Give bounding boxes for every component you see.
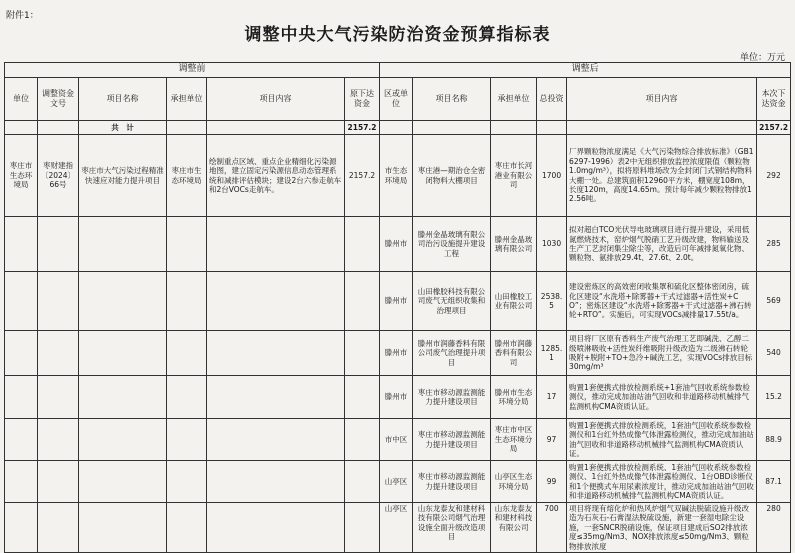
project-cell: 枣庄市移动源监测能力提升建设项目 bbox=[413, 419, 491, 461]
table-row bbox=[5, 135, 791, 217]
col-header: 区或单位 bbox=[380, 78, 413, 121]
total-after-amount: 2157.2 bbox=[757, 121, 791, 135]
investment-cell: 700 bbox=[537, 503, 567, 553]
amount-cell: 87.1 bbox=[757, 461, 791, 503]
before-doc-no: 枣财建指〔2024〕66号 bbox=[38, 135, 79, 217]
budget-table bbox=[4, 62, 791, 553]
district-cell: 滕州市 bbox=[380, 272, 413, 331]
unit-label: 单位：万元 bbox=[739, 53, 785, 63]
attachment-label: 附件1： bbox=[6, 11, 39, 21]
col-header: 项目名称 bbox=[413, 78, 491, 121]
undertaker-cell: 枣庄市中区生态环境分局 bbox=[491, 419, 537, 461]
table-row bbox=[5, 503, 791, 553]
undertaker-cell: 枣庄市长河港业有限公司 bbox=[491, 135, 537, 217]
col-header: 承担单位 bbox=[167, 78, 207, 121]
investment-cell: 1030 bbox=[537, 217, 567, 272]
col-header: 项目内容 bbox=[567, 78, 757, 121]
before-amount: 2157.2 bbox=[345, 135, 380, 217]
content-cell: 购置1套便携式排放检测系统+1套油气回收系统参数检测仪，推动完成加油站油气回收和非道路移动机械排气监测机构CMA资质认证。 bbox=[567, 376, 757, 419]
investment-cell: 1700 bbox=[537, 135, 567, 217]
investment-cell: 1285.1 bbox=[537, 331, 567, 376]
investment-cell: 17 bbox=[537, 376, 567, 419]
project-cell: 枣庄市移动源监测能力提升建设项目 bbox=[413, 376, 491, 419]
investment-cell: 2538.5 bbox=[537, 272, 567, 331]
total-before-amount: 2157.2 bbox=[345, 121, 380, 135]
total-row bbox=[5, 121, 791, 135]
amount-cell: 569 bbox=[757, 272, 791, 331]
amount-cell: 285 bbox=[757, 217, 791, 272]
content-cell: 购置1套便携式排放检测系统、1套油气回收系统参数检测仪、1台红外热成像气体泄露检测仪、1台OBD诊断仪和1个便携式车用尿素浓度计，推动完成加油站油气回收和非道路移动机械排气监测机构CMA资质认证。 bbox=[567, 461, 757, 503]
project-cell: 滕州市润藤香料有限公司废气治理提升项目 bbox=[413, 331, 491, 376]
col-header: 总投资 bbox=[537, 78, 567, 121]
amount-cell: 540 bbox=[757, 331, 791, 376]
table-row bbox=[5, 419, 791, 461]
undertaker-cell: 山东龙泰友和建材科技有限公司 bbox=[491, 503, 537, 553]
content-cell: 项目将现有熔化炉和热风炉烟气双碱法脱硫设施升级改造为石灰石-石膏湿法脱硫设施，新建一套湿电除尘设施，一套SNCR脱硝设施，保证项目建成后SO2排放浓度≤35mg/Nm3、NOX排放浓度≤50mg/Nm3、颗粒物排放浓度 bbox=[567, 503, 757, 553]
col-header: 调整资金文号 bbox=[38, 78, 79, 121]
before-unit: 枣庄市生态环境局 bbox=[5, 135, 38, 217]
district-cell: 市生态环境局 bbox=[380, 135, 413, 217]
content-cell: 厂界颗粒物浓度满足《大气污染物综合排放标准》（GB16297-1996）表2中无组织排放监控浓度限值（颗粒物1.0mg/m³），拟将原料堆场改为全封闭门式钢结构物料大棚一处。总建筑面积12960平方米，棚宽度108m，长度120m，高度14.65m。预计每年减少颗粒物排放12.56吨。 bbox=[567, 135, 757, 217]
investment-cell: 97 bbox=[537, 419, 567, 461]
col-header: 项目名称 bbox=[79, 78, 167, 121]
table-row bbox=[5, 461, 791, 503]
project-cell: 山东龙泰友和建材科技有限公司烟气治理设施全面升级改造项目 bbox=[413, 503, 491, 553]
undertaker-cell: 山田橡胶工业有限公司 bbox=[491, 272, 537, 331]
table-row bbox=[5, 272, 791, 331]
district-cell: 滕州市 bbox=[380, 331, 413, 376]
table-row bbox=[5, 331, 791, 376]
col-header: 本次下达资金 bbox=[757, 78, 791, 121]
investment-cell: 99 bbox=[537, 461, 567, 503]
project-cell: 山田橡胶科技有限公司废气无组织收集和治理项目 bbox=[413, 272, 491, 331]
district-cell: 市中区 bbox=[380, 419, 413, 461]
before-undertaker: 枣庄市生态环境局 bbox=[167, 135, 207, 217]
total-label: 共 计 bbox=[79, 121, 167, 135]
district-cell: 山亭区 bbox=[380, 461, 413, 503]
col-header: 原下达资金 bbox=[345, 78, 380, 121]
amount-cell: 88.9 bbox=[757, 419, 791, 461]
table-row bbox=[5, 217, 791, 272]
header-before: 调整前 bbox=[5, 63, 380, 78]
district-cell: 滕州市 bbox=[380, 376, 413, 419]
district-cell: 山亭区 bbox=[380, 503, 413, 553]
project-cell: 滕州金晶玻璃有限公司治污设施提升建设工程 bbox=[413, 217, 491, 272]
before-project: 枣庄市大气污染过程精准快速应对能力提升项目 bbox=[79, 135, 167, 217]
content-cell: 项目将厂区原有香料生产废气治理工艺即碱洗、乙醇二级喷淋吸收+活性炭纤维吸附升级改造为二级沸石转轮吸附+脱附+TO+急冷+碱洗工艺，实现VOCs排放目标30mg/m³ bbox=[567, 331, 757, 376]
before-content: 绘制重点区域、重点企业精细化污染源地图，建立固定污染源信息动态管理系统和减排评估模块；建设2台六参走航车和2台VOCs走航车。 bbox=[207, 135, 345, 217]
amount-cell: 15.2 bbox=[757, 376, 791, 419]
page-title: 调整中央大气污染防治资金预算指标表 bbox=[244, 25, 551, 45]
col-header: 承担单位 bbox=[491, 78, 537, 121]
amount-cell: 280 bbox=[757, 503, 791, 553]
district-cell: 滕州市 bbox=[380, 217, 413, 272]
content-cell: 购置1套便携式排放检测系统，1套油气回收系统参数检测仪和1台红外热成像气体泄露检测仪，推动完成加油站油气回收和非道路移动机械排气监测机构CMA资质认证。 bbox=[567, 419, 757, 461]
header-after: 调整后 bbox=[380, 63, 791, 78]
amount-cell: 292 bbox=[757, 135, 791, 217]
content-cell: 建设密炼区的高效密闭收集罩和硫化区整体密闭房，硫化区建设“水洗塔+除雾器+干式过滤器+活性炭+CO”；密炼区建设“水洗塔+除雾器+干式过滤器+沸石转轮+RTO”。实施后，可实现VOCs减排量17.55t/a。 bbox=[567, 272, 757, 331]
undertaker-cell: 滕州市生态环境分局 bbox=[491, 376, 537, 419]
project-cell: 枣庄市移动源监测能力提升建设项目 bbox=[413, 461, 491, 503]
col-header: 单位 bbox=[5, 78, 38, 121]
col-header: 项目内容 bbox=[207, 78, 345, 121]
undertaker-cell: 滕州金晶玻璃有限公司 bbox=[491, 217, 537, 272]
content-cell: 拟对超白TCO光伏导电玻璃项目进行提升建设，采用低氮燃烧技术，窑炉烟气脱硝工艺升级改建，物料输送及生产工艺封闭集尘除尘等，改造后可年减排氮氧化物、颗粒物、氨排放29.4t、27.6t、2.0t。 bbox=[567, 217, 757, 272]
table-row bbox=[5, 376, 791, 419]
undertaker-cell: 滕州市润藤香料有限公司 bbox=[491, 331, 537, 376]
undertaker-cell: 山亭区生态环境分局 bbox=[491, 461, 537, 503]
project-cell: 枣庄港—期治仓全密闭物料大棚项目 bbox=[413, 135, 491, 217]
